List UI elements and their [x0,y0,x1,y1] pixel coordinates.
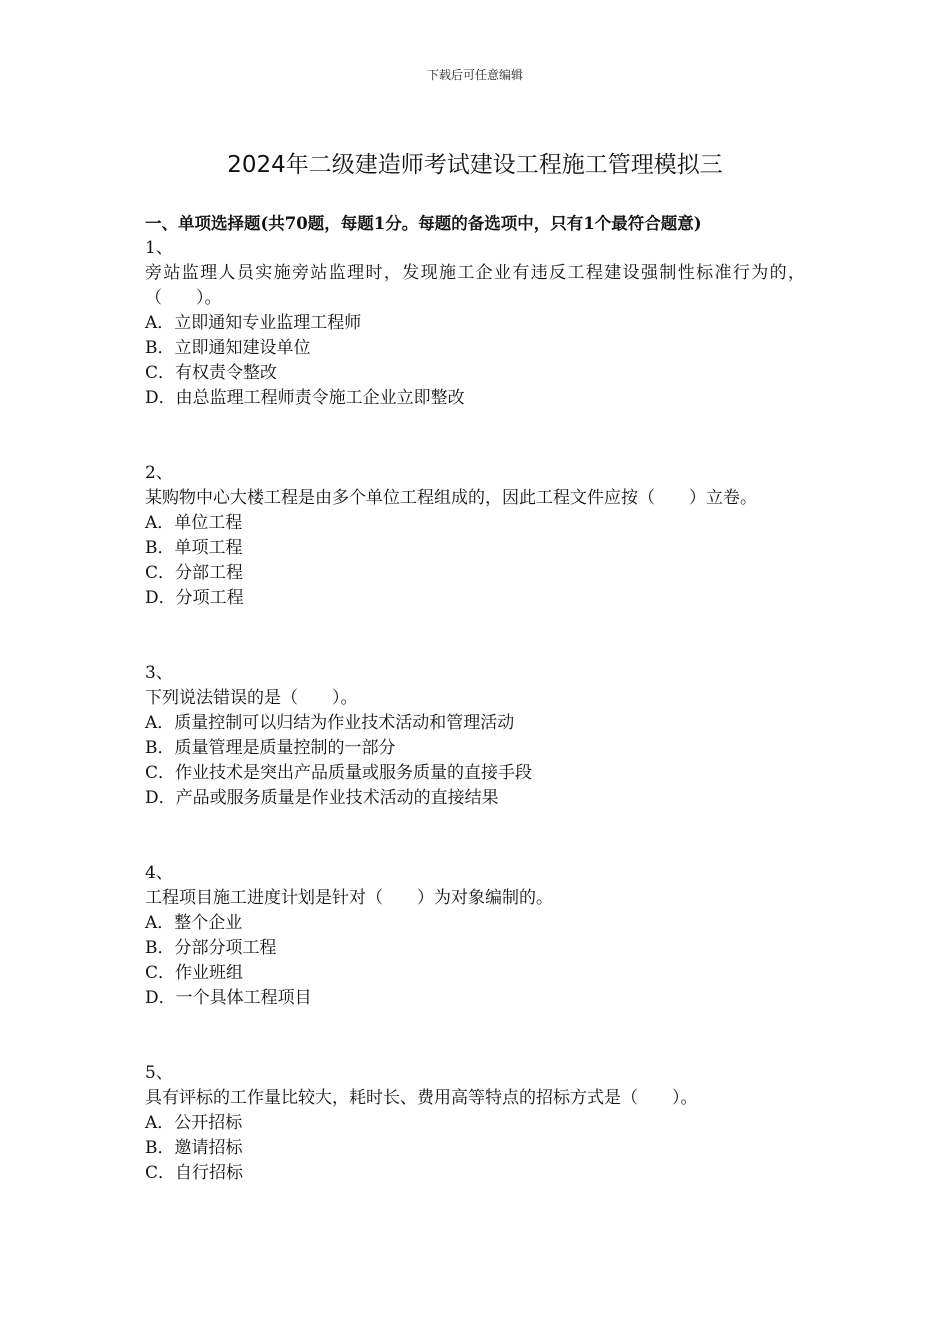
option-b: B．立即通知建设单位 [145,338,311,358]
question-number: 3、 [145,663,173,683]
option-b: B．邀请招标 [145,1138,243,1158]
section-heading: 一、单项选择题(共70题，每题1分。每题的备选项中，只有1个最符合题意) [145,214,702,233]
option-c: C．作业技术是突出产品质量或服务质量的直接手段 [145,763,533,783]
option-b: B．单项工程 [145,538,243,558]
option-d: D．分项工程 [145,588,244,608]
question-stem: 具有评标的工作量比较大，耗时长、费用高等特点的招标方式是（ ）。 [145,1088,698,1108]
question-3 [145,661,805,811]
question-number: 5、 [145,1063,173,1083]
question-number: 2、 [145,463,173,483]
option-b: B．质量管理是质量控制的一部分 [145,738,396,758]
header-note: 下载后可任意编辑 [426,68,523,82]
option-d: D．一个具体工程项目 [145,988,312,1008]
question-4 [145,861,805,1011]
option-d: D．产品或服务质量是作业技术活动的直接结果 [145,788,499,808]
question-number: 4、 [145,863,173,883]
page-title: 2024年二级建造师考试建设工程施工管理模拟三 [227,152,723,178]
option-a: A．公开招标 [145,1113,243,1133]
question-stem: 工程项目施工进度计划是针对（ ）为对象编制的。 [145,888,553,908]
question-number: 1、 [145,238,173,258]
question-1 [145,236,805,411]
option-c: C．有权责令整改 [145,363,278,383]
option-a: A．立即通知专业监理工程师 [145,313,362,333]
option-c: C．作业班组 [145,963,244,983]
document-body [145,211,805,1236]
question-stem: 某购物中心大楼工程是由多个单位工程组成的，因此工程文件应按（ ）立卷。 [145,488,757,508]
option-c: C．分部工程 [145,563,244,583]
option-b: B．分部分项工程 [145,938,277,958]
option-a: A．整个企业 [145,913,243,933]
question-2 [145,461,805,611]
option-d: D．由总监理工程师责令施工企业立即整改 [145,388,465,408]
question-stem: 下列说法错误的是（ ）。 [145,688,358,708]
option-a: A．单位工程 [145,513,243,533]
option-a: A．质量控制可以归结为作业技术活动和管理活动 [145,713,515,733]
question-5 [145,1061,805,1186]
question-stem: 旁站监理人员实施旁站监理时，发现施工企业有违反工程建设强制性标准行为的，（ ）。 [145,263,805,308]
option-c: C．自行招标 [145,1163,244,1183]
